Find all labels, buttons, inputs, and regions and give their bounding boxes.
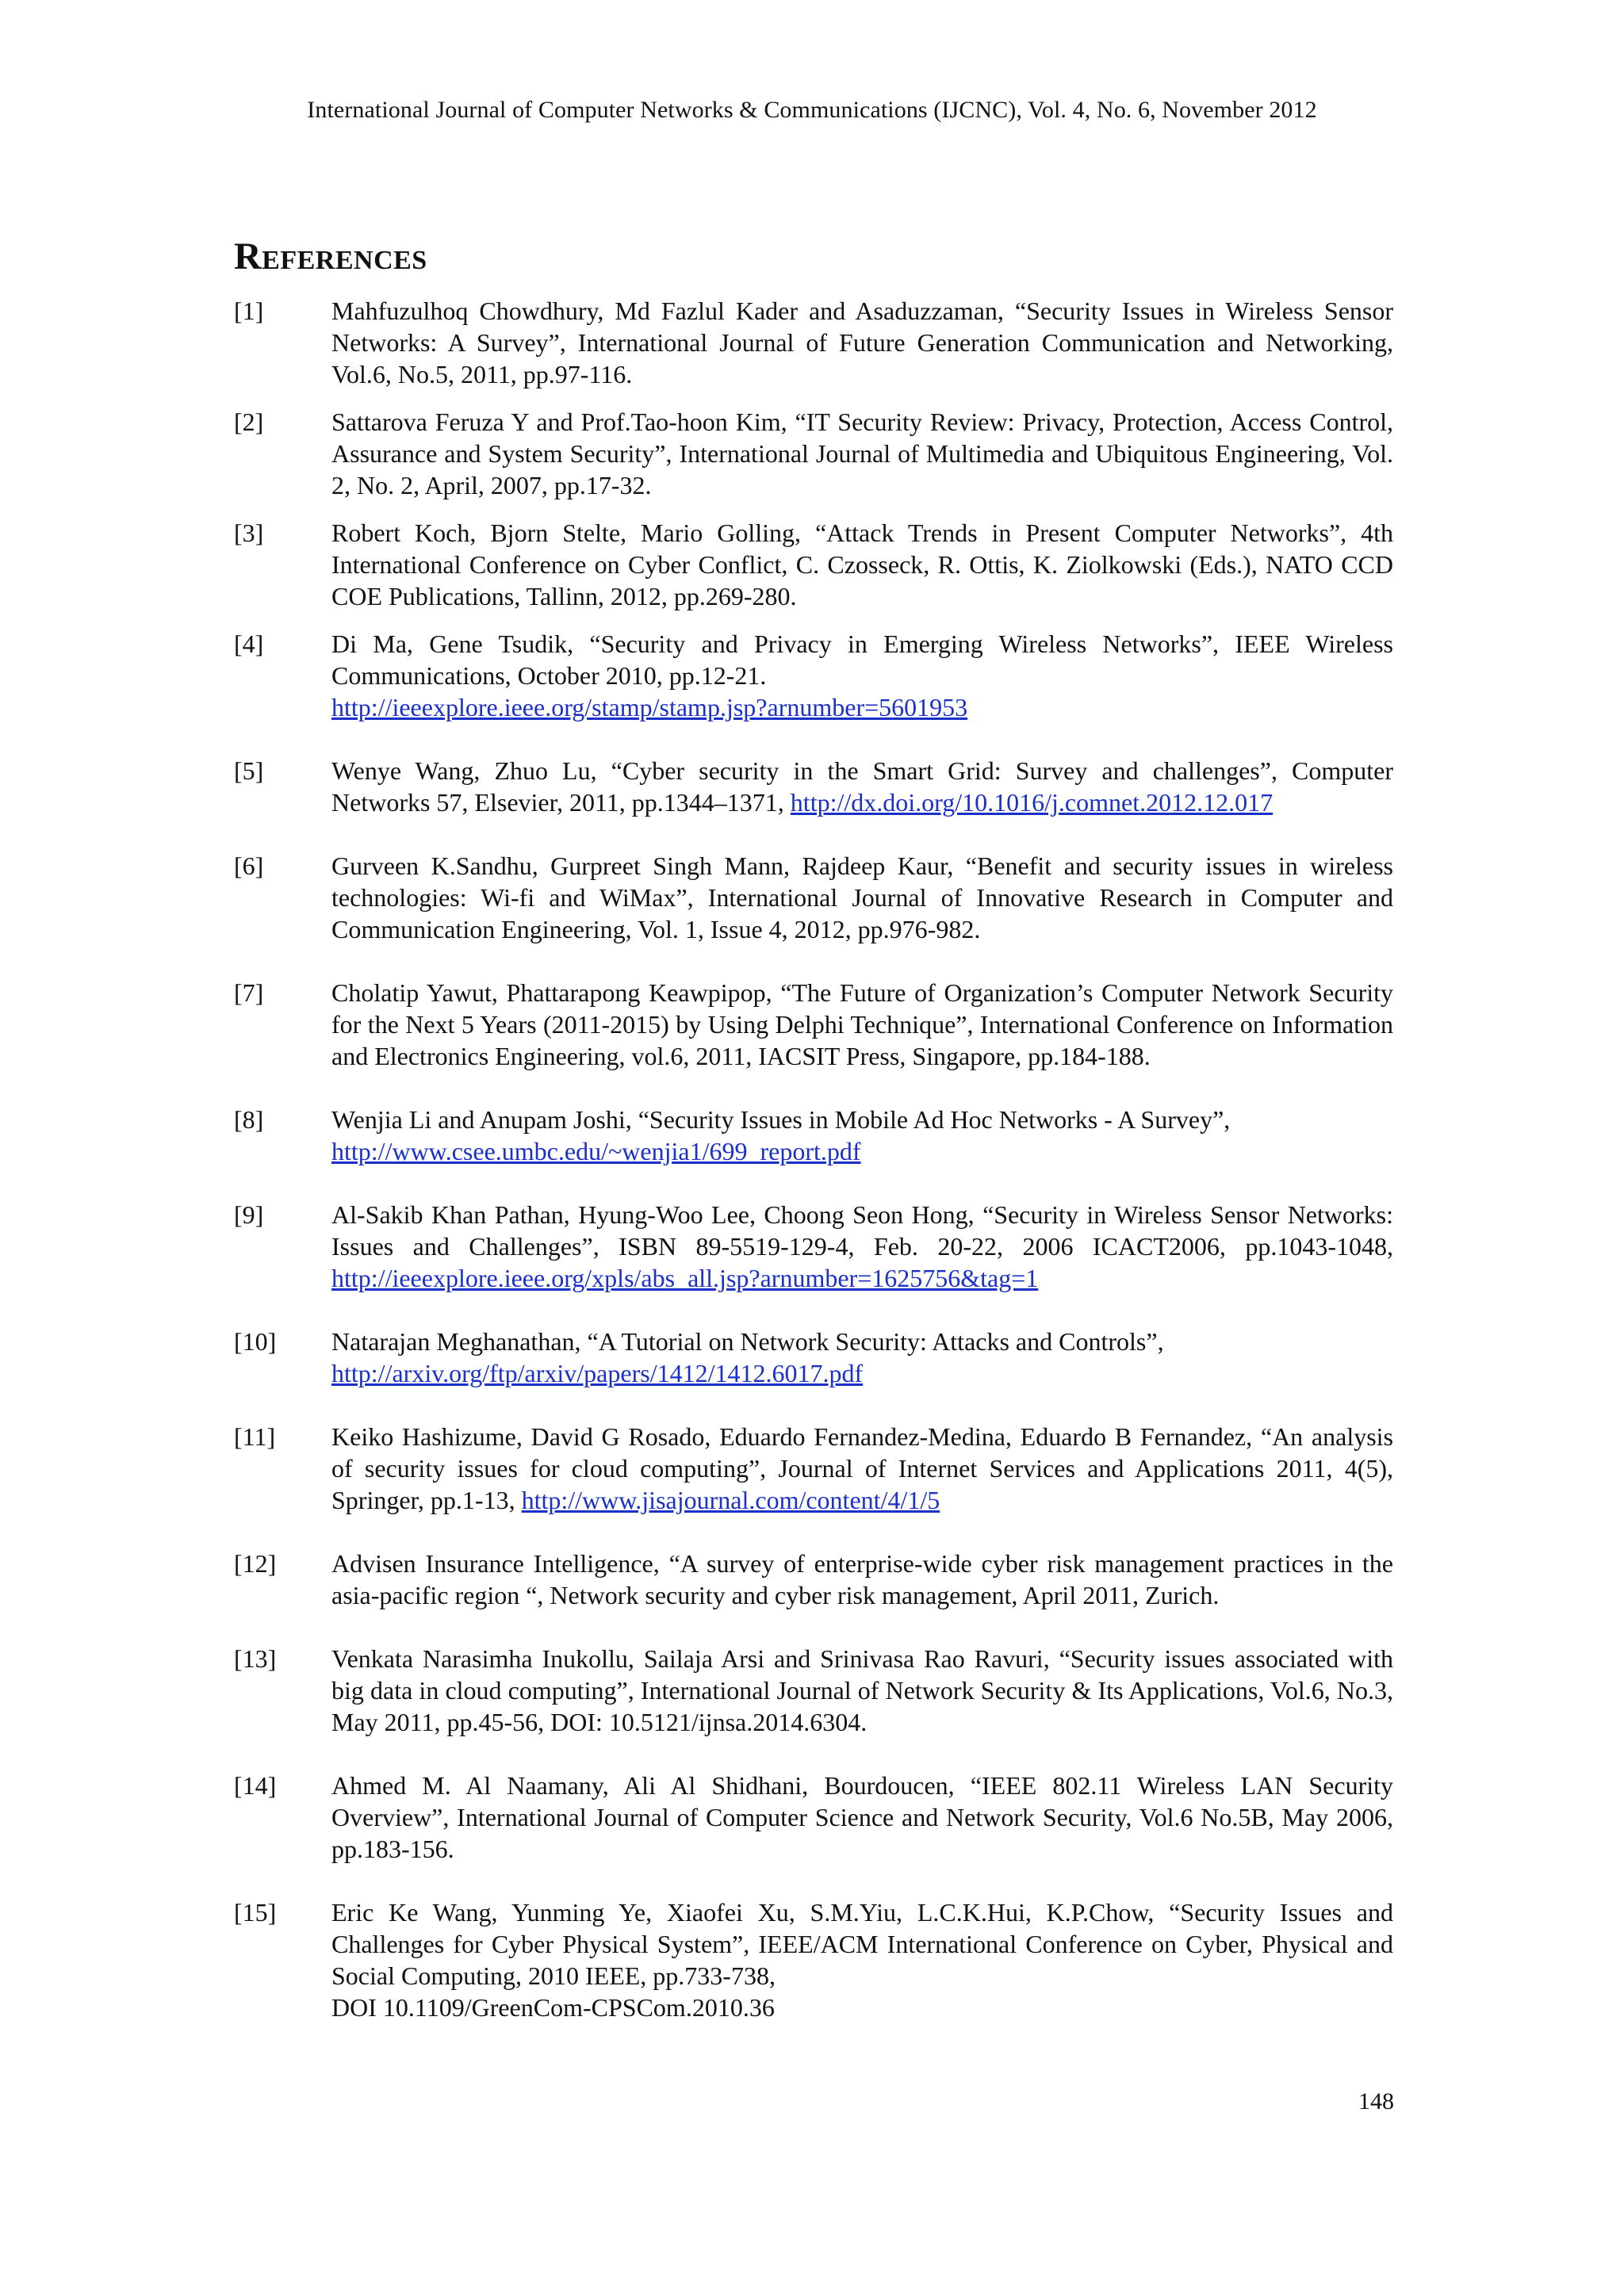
reference-text: Wenjia Li and Anupam Joshi, “Security Issues in Mobile Ad Hoc Networks - A Survey”, http://www.csee.umbc.edu/~wenjia1/699_report.pdf — [331, 1104, 1393, 1167]
page-number: 148 — [1358, 2088, 1394, 2114]
reference-number: [1] — [234, 297, 264, 325]
reference-text: Mahfuzulhoq Chowdhury, Md Fazlul Kader and Asaduzzaman, “Security Issues in Wireless Sensor Networks: A Survey”, International Journal of Future Generation Communication and Networking, Vol.6, No.5, 2011, pp.97-116. — [331, 297, 1393, 388]
section-heading: References — [234, 235, 427, 277]
reference-link[interactable]: http://www.csee.umbc.edu/~wenjia1/699_report.pdf — [331, 1137, 861, 1165]
reference-text: Venkata Narasimha Inukollu, Sailaja Arsi and Srinivasa Rao Ravuri, “Security issues associated with big data in cloud computing”, International Journal of Network Security & Its Applications, Vol.6, No.3, May 2011, pp.45-56, DOI: 10.5121/ijnsa.2014.6304. — [331, 1644, 1393, 1736]
reference-text: Eric Ke Wang, Yunming Ye, Xiaofei Xu, S.M.Yiu, L.C.K.Hui, K.P.Chow, “Security Issues and Challenges for Cyber Physical System”, IEEE/ACM International Conference on Cyber, Physical and Social Computing, 2010 IEEE, pp.733-738, DOI 10.1109/GreenCom-CPSCom.2010.36 — [331, 1898, 1393, 2022]
reference-number: [15] — [234, 1898, 277, 1927]
reference-item — [234, 517, 1393, 612]
reference-number: [12] — [234, 1549, 277, 1578]
reference-number: [5] — [234, 756, 264, 785]
reference-number: [13] — [234, 1644, 277, 1673]
reference-text: Natarajan Meghanathan, “A Tutorial on Network Security: Attacks and Controls”, http://arxiv.org/ftp/arxiv/papers/1412/1412.6017.pdf — [331, 1326, 1393, 1389]
reference-item — [234, 1643, 1393, 1738]
reference-text: Wenye Wang, Zhuo Lu, “Cyber security in the Smart Grid: Survey and challenges”, Computer Networks 57, Elsevier, 2011, pp.1344–1371, http://dx.doi.org/10.1016/j.comnet.2012.12.017 — [331, 756, 1393, 817]
running-header: International Journal of Computer Networks & Communications (IJCNC), Vol. 4, No. 6, November 2012 — [307, 97, 1317, 123]
reference-item — [234, 628, 1393, 723]
reference-text: Di Ma, Gene Tsudik, “Security and Privacy in Emerging Wireless Networks”, IEEE Wireless Communications, October 2010, pp.12-21. http://ieeexplore.ieee.org/stamp/stamp.jsp?arnumber=5601953 — [331, 629, 1393, 721]
reference-number: [10] — [234, 1327, 277, 1356]
reference-number: [4] — [234, 629, 264, 658]
reference-number: [9] — [234, 1200, 264, 1229]
reference-list — [234, 295, 1393, 2023]
reference-number: [3] — [234, 519, 264, 547]
reference-item — [234, 1104, 1393, 1167]
reference-link[interactable]: http://www.jisajournal.com/content/4/1/5 — [521, 1486, 940, 1514]
reference-number: [8] — [234, 1105, 264, 1134]
reference-item — [234, 1770, 1393, 1865]
reference-link[interactable]: http://dx.doi.org/10.1016/j.comnet.2012.12.017 — [790, 788, 1274, 817]
reference-text: Al-Sakib Khan Pathan, Hyung-Woo Lee, Choong Seon Hong, “Security in Wireless Sensor Networks: Issues and Challenges”, ISBN 89-5519-129-4, Feb. 20-22, 2006 ICACT2006, pp.1043-1048, http://ieeexplore.ieee.org/xpls/abs_all.jsp?arnumber=1625756&tag=1 — [331, 1200, 1393, 1292]
reference-item — [234, 1896, 1393, 2023]
reference-number: [6] — [234, 851, 264, 880]
reference-number: [11] — [234, 1422, 276, 1451]
reference-item — [234, 406, 1393, 501]
reference-number: [2] — [234, 408, 264, 436]
reference-text: Cholatip Yawut, Phattarapong Keawpipop, “The Future of Organization’s Computer Network Security for the Next 5 Years (2011-2015) by Using Delphi Technique”, International Conference on Information and Electronics Engineering, vol.6, 2011, IACSIT Press, Singapore, pp.184-188. — [331, 978, 1393, 1070]
reference-doi: DOI 10.1109/GreenCom-CPSCom.2010.36 — [331, 1993, 775, 2022]
reference-item — [234, 1548, 1393, 1611]
reference-number: [7] — [234, 978, 264, 1007]
reference-item — [234, 850, 1393, 945]
reference-text: Advisen Insurance Intelligence, “A survey of enterprise-wide cyber risk management practices in the asia-pacific region “, Network security and cyber risk management, April 2011, Zurich. — [331, 1549, 1393, 1609]
reference-text: Ahmed M. Al Naamany, Ali Al Shidhani, Bourdoucen, “IEEE 802.11 Wireless LAN Security Overview”, International Journal of Computer Science and Network Security, Vol.6 No.5B, May 2006, pp.183-156. — [331, 1771, 1393, 1863]
reference-item — [234, 1421, 1393, 1516]
reference-text: Robert Koch, Bjorn Stelte, Mario Golling, “Attack Trends in Present Computer Networks”, 4th International Conference on Cyber Conflict, C. Czosseck, R. Ottis, K. Ziolkowski (Eds.), NATO CCD COE Publications, Tallinn, 2012, pp.269-280. — [331, 519, 1393, 610]
reference-text: Gurveen K.Sandhu, Gurpreet Singh Mann, Rajdeep Kaur, “Benefit and security issues in wireless technologies: Wi-fi and WiMax”, International Journal of Innovative Research in Computer and Communication Engineering, Vol. 1, Issue 4, 2012, pp.976-982. — [331, 851, 1393, 943]
reference-item — [234, 1326, 1393, 1389]
reference-item — [234, 295, 1393, 390]
reference-item — [234, 755, 1393, 818]
reference-item — [234, 1199, 1393, 1294]
reference-item — [234, 977, 1393, 1072]
reference-link[interactable]: http://ieeexplore.ieee.org/stamp/stamp.jsp?arnumber=5601953 — [331, 693, 968, 721]
reference-text: Keiko Hashizume, David G Rosado, Eduardo Fernandez-Medina, Eduardo B Fernandez, “An analysis of security issues for cloud computing”, Journal of Internet Services and Applications 2011, 4(5), Springer, pp.1-13, http://www.jisajournal.com/content/4/1/5 — [331, 1422, 1393, 1514]
reference-text: Sattarova Feruza Y and Prof.Tao-hoon Kim, “IT Security Review: Privacy, Protection, Access Control, Assurance and System Security”, International Journal of Multimedia and Ubiquitous Engineering, Vol. 2, No. 2, April, 2007, pp.17-32. — [331, 408, 1393, 499]
reference-link[interactable]: http://ieeexplore.ieee.org/xpls/abs_all.jsp?arnumber=1625756&tag=1 — [331, 1264, 1039, 1292]
reference-number: [14] — [234, 1771, 277, 1800]
reference-link[interactable]: http://arxiv.org/ftp/arxiv/papers/1412/1412.6017.pdf — [331, 1359, 864, 1387]
